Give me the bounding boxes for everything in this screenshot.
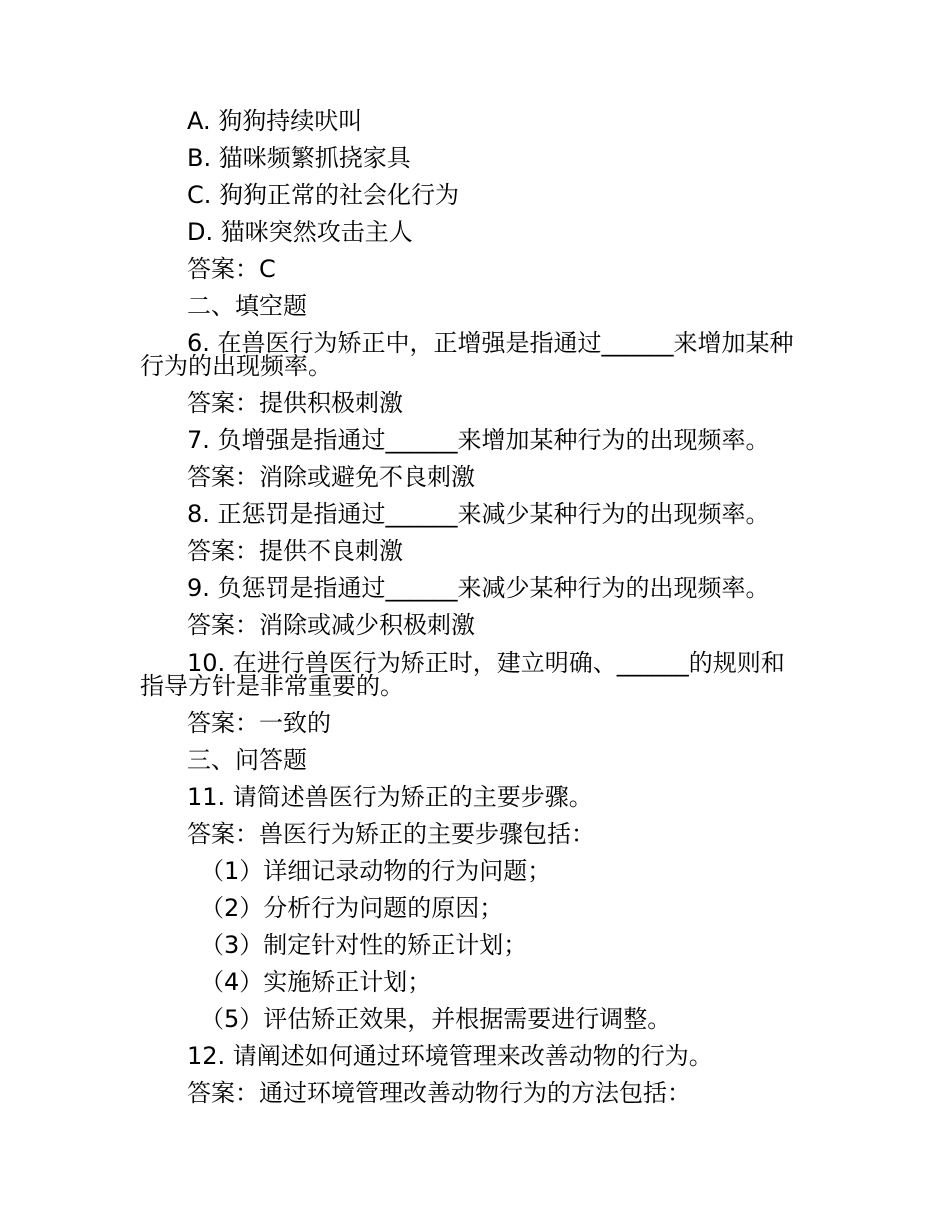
answer-6: 答案：提供积极刺激 xyxy=(187,389,403,417)
question-10-continued: 指导方针是非常重要的。 xyxy=(140,672,404,700)
answer-11-step: （1）详细记录动物的行为问题； xyxy=(200,857,552,885)
answer-11: 答案：兽医行为矫正的主要步骤包括： xyxy=(187,820,595,848)
answer-11-step: （3）制定针对性的矫正计划； xyxy=(200,931,528,959)
section-heading-fill-blank: 二、填空题 xyxy=(187,292,307,320)
answer-10: 答案：一致的 xyxy=(187,709,331,737)
question-6: 6. 在兽医行为矫正中，正增强是指通过______来增加某种 xyxy=(187,329,794,357)
answer-12: 答案：通过环境管理改善动物行为的方法包括： xyxy=(187,1079,691,1107)
option-a: A. 狗狗持续吠叫 xyxy=(187,107,363,135)
option-d: D. 猫咪突然攻击主人 xyxy=(187,218,413,246)
question-6-continued: 行为的出现频率。 xyxy=(140,352,332,380)
question-12: 12. 请阐述如何通过环境管理来改善动物的行为。 xyxy=(187,1042,713,1070)
answer-11-step: （4）实施矫正计划； xyxy=(200,968,432,996)
answer-5: 答案：C xyxy=(187,255,276,283)
option-b: B. 猫咪频繁抓挠家具 xyxy=(187,144,411,172)
question-11: 11. 请简述兽医行为矫正的主要步骤。 xyxy=(187,783,593,811)
question-9: 9. 负惩罚是指通过______来减少某种行为的出现频率。 xyxy=(187,574,770,602)
question-10: 10. 在进行兽医行为矫正时，建立明确、______的规则和 xyxy=(187,649,785,677)
question-8: 8. 正惩罚是指通过______来减少某种行为的出现频率。 xyxy=(187,500,770,528)
answer-7: 答案：消除或避免不良刺激 xyxy=(187,463,475,491)
answer-9: 答案：消除或减少积极刺激 xyxy=(187,611,475,639)
question-7: 7. 负增强是指通过______来增加某种行为的出现频率。 xyxy=(187,426,770,454)
option-c: C. 狗狗正常的社会化行为 xyxy=(187,181,460,209)
answer-11-step: （5）评估矫正效果，并根据需要进行调整。 xyxy=(200,1005,672,1033)
answer-8: 答案：提供不良刺激 xyxy=(187,537,403,565)
answer-11-step: （2）分析行为问题的原因； xyxy=(200,894,504,922)
section-heading-short-answer: 三、问答题 xyxy=(187,746,307,774)
